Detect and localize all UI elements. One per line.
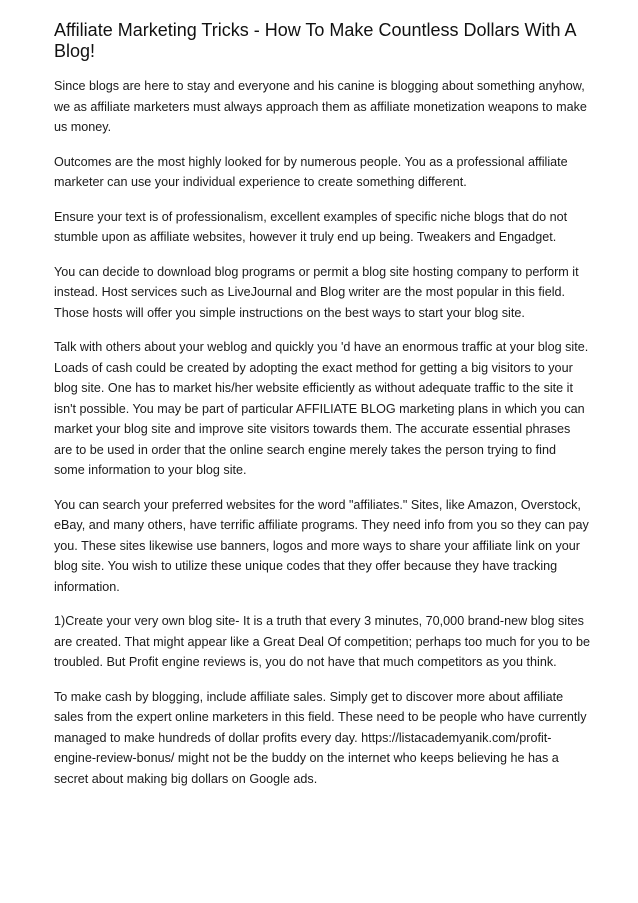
paragraph-7: 1)Create your very own blog site- It is a truth that every 3 minutes, 70,000 brand-new blog sites are created. That might appear like a Great Deal Of competition; perhaps too much for you to be troubled. But Profit engine reviews is, you do not have that much competitors as you think. (54, 614, 590, 669)
paragraph-5: Talk with others about your weblog and quickly you 'd have an enormous traffic at your blog site. Loads of cash could be created by adopting the exact method for getting a big visitors to your blog site. One has to market his/her website efficiently as without adequate traffic to the site it isn't possible. You may be part of particular AFFILIATE BLOG marketing plans in which you can market your blog site and improve site visitors towards them. The accurate essential phrases are to be used in order that the online search engine merely takes the person trying to find some information to your blog site. (54, 340, 589, 477)
paragraph-8: To make cash by blogging, include affiliate sales. Simply get to discover more about affiliate sales from the expert online marketers in this field. These need to be people who have currently managed to make hundreds of dollar profits every day. https://listacademyanik.com/profit-engine-review-bonus/ might not be the buddy on the internet who keeps believing he has a secret about making big dollars on Google ads. (54, 689, 587, 786)
page-title: Affiliate Marketing Tricks - How To Make Countless Dollars With A Blog! (54, 20, 576, 61)
document-page (54, 20, 590, 803)
paragraph-1: Since blogs are here to stay and everyone and his canine is blogging about something anyhow, we as affiliate marketers must always approach them as affiliate monetization weapons to make us money. (54, 79, 587, 134)
paragraph-6: You can search your preferred websites for the word "affiliates." Sites, like Amazon, Overstock, eBay, and many others, have terrific affiliate programs. They need info from you so they can pay you. These sites likewise use banners, logos and more ways to share your affiliate link on your blog site. You wish to utilize these unique codes that they offer because they have tracking information. (54, 497, 589, 594)
paragraph-2: Outcomes are the most highly looked for by numerous people. You as a professional affiliate marketer can use your individual experience to create something different. (54, 154, 568, 189)
paragraph-4: You can decide to download blog programs or permit a blog site hosting company to perform it instead. Host services such as LiveJournal and Blog writer are the most popular in this field. Those hosts will offer you simple instructions on the best ways to start your blog site. (54, 264, 579, 320)
paragraph-3: Ensure your text is of professionalism, excellent examples of specific niche blogs that do not stumble upon as affiliate websites, however it truly end up being. Tweakers and Engadget. (54, 209, 568, 244)
